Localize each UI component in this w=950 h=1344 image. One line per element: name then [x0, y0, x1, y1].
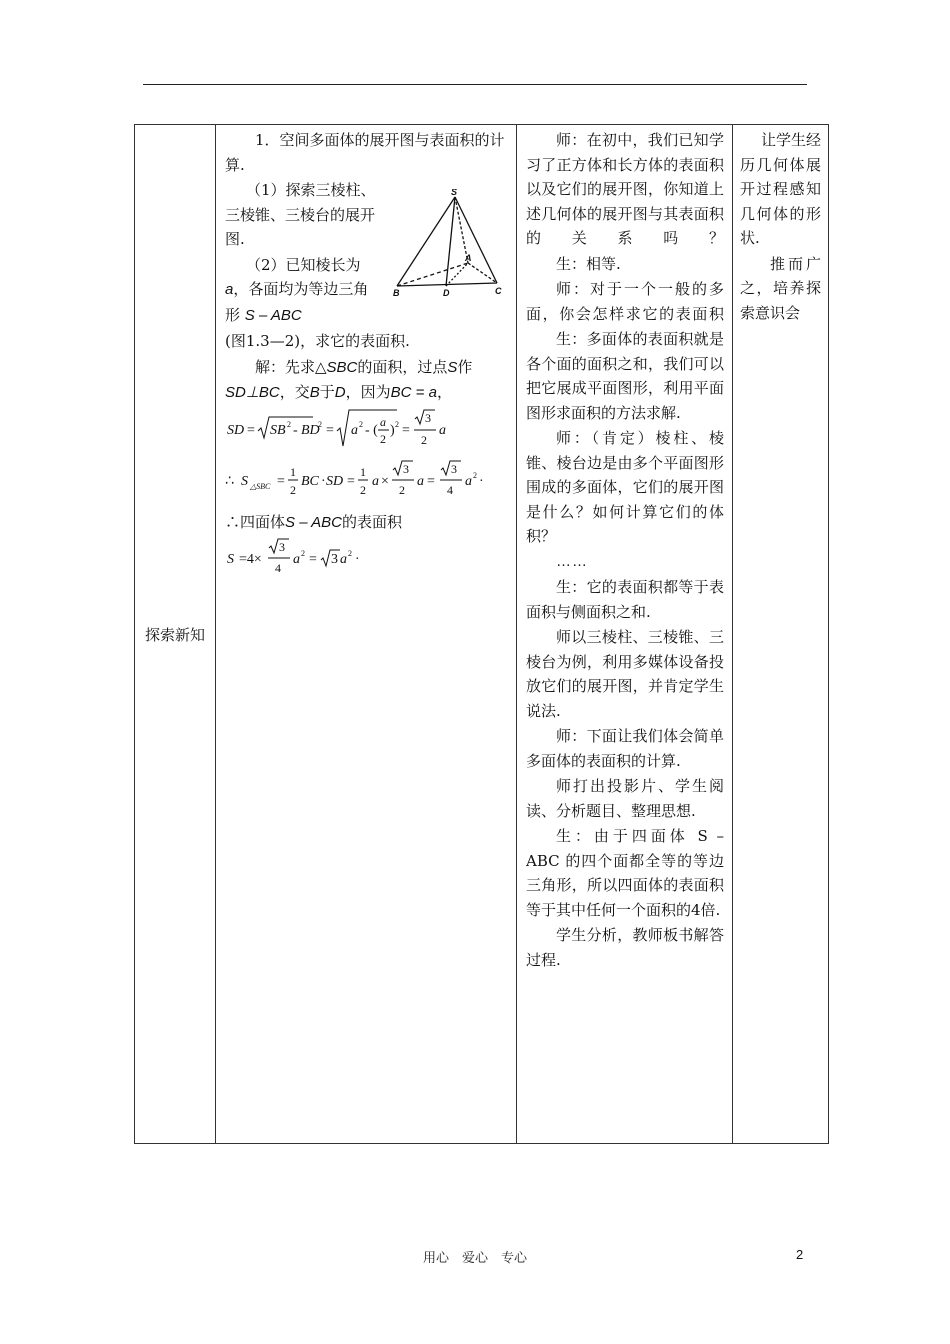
stage-cell	[135, 125, 216, 1144]
lesson-table	[134, 124, 829, 1144]
edge-sb	[397, 197, 455, 286]
header-rule	[143, 84, 807, 85]
sub-item-2: （2）已知棱长为a，各面均为等边三角形 S – ABC	[225, 255, 369, 324]
svg-text:a: a	[351, 422, 358, 438]
svg-text:a: a	[340, 552, 347, 567]
svg-text:2: 2	[421, 432, 427, 447]
svg-text:1: 1	[360, 465, 366, 479]
svg-text:2: 2	[399, 483, 405, 497]
stage-label: 探索新知	[144, 625, 205, 644]
svg-text:=: =	[247, 422, 255, 438]
label-b: B	[393, 288, 400, 297]
problem-text-col	[225, 178, 383, 328]
solution-line: 解：先求△SBC的面积，过点S作SD⊥BC，交B于D，因为BC = a，	[225, 357, 473, 401]
svg-text:△SBC: △SBC	[250, 482, 271, 491]
dialogue-7: 师以三棱柱、三棱锥、三棱台为例，利用多媒体设备投放它们的展开图，并肯定学生说法.	[526, 628, 724, 720]
label-a: A	[465, 253, 472, 263]
intent-body	[733, 125, 828, 325]
design-intent-cell	[733, 125, 829, 1144]
svg-text:3: 3	[425, 410, 431, 425]
svg-text:a: a	[372, 474, 379, 489]
dialogue-9: 师打出投影片、学生阅读、分析题目、整理思想.	[526, 777, 724, 820]
svg-text:×: ×	[381, 474, 389, 489]
dialogue-11: 学生分析，教师板书解答过程.	[526, 926, 724, 969]
svg-text:4: 4	[275, 561, 281, 575]
dialogue-body	[517, 125, 732, 972]
svg-text:3: 3	[451, 462, 457, 476]
svg-text:·: ·	[479, 474, 484, 489]
svg-text:2: 2	[359, 419, 363, 429]
svg-text:2: 2	[301, 549, 305, 558]
formula-surface	[225, 536, 425, 580]
therefore-line: ∴四面体S – ABC的表面积	[225, 512, 402, 531]
svg-text:·: ·	[355, 552, 360, 567]
item-1: 1．空间多面体的展开图与表面积的计算.	[225, 131, 505, 174]
svg-text:=: =	[326, 422, 334, 438]
formula-sd	[225, 407, 505, 451]
dialogue-2: 生：相等.	[556, 254, 621, 273]
svg-text:3: 3	[331, 552, 338, 567]
dialogue-8: 师：下面让我们体会简单多面体的表面积的计算.	[526, 727, 724, 770]
edge-sc	[455, 197, 497, 283]
svg-text:a: a	[439, 422, 446, 438]
svg-text:4: 4	[447, 483, 453, 497]
svg-text:a: a	[380, 414, 386, 429]
dialogue-3: 师：对于一个一般的多面，你会怎样求它的表面积	[526, 280, 724, 323]
svg-text:∴: ∴	[225, 473, 234, 489]
formula-area-sbc	[225, 458, 510, 502]
tetrahedron-figure	[393, 189, 508, 297]
sub-item-2-cont: (图1.3—2)，求它的表面积.	[225, 332, 410, 350]
dialogue-ellipsis: ……	[556, 552, 588, 570]
dialogue-4: 生：多面体的表面积就是各个面的面积之和，我们可以把它展成平面图形，利用平面图形求面积的方法求解.	[526, 330, 724, 422]
svg-text:BD: BD	[301, 422, 320, 438]
label-d: D	[443, 288, 450, 297]
svg-text:2: 2	[360, 483, 366, 497]
svg-text:3: 3	[279, 540, 285, 554]
svg-text:S: S	[241, 474, 248, 489]
svg-text:a: a	[465, 474, 472, 489]
svg-text:2: 2	[287, 419, 291, 429]
svg-text:2: 2	[318, 419, 322, 429]
svg-text:): )	[390, 422, 395, 438]
label-s: S	[451, 189, 458, 197]
sub-item-1: （1）探索三棱柱、三棱锥、三棱台的展开图.	[225, 181, 376, 248]
edge-sd	[446, 197, 455, 286]
intent-1: 让学生经历几何体展开过程感知几何体的形状.	[740, 131, 822, 247]
svg-text:=: =	[347, 474, 355, 489]
footer-text: 用心 爱心 专心	[422, 1251, 527, 1266]
svg-text:2: 2	[380, 431, 386, 446]
svg-text:=: =	[402, 422, 410, 438]
svg-text:SD: SD	[326, 474, 344, 489]
intent-2: 推而广之，培养探索意识会	[740, 254, 821, 322]
dialogue-6: 生：它的表面积都等于表面积与侧面积之和.	[526, 578, 724, 621]
svg-text:S: S	[227, 552, 234, 567]
svg-text:=: =	[427, 474, 435, 489]
svg-text:a: a	[417, 474, 424, 489]
svg-text:2: 2	[348, 549, 352, 558]
content-body	[216, 125, 516, 588]
svg-text:·: ·	[321, 474, 326, 489]
svg-text:1: 1	[290, 465, 296, 479]
svg-text:2: 2	[290, 483, 296, 497]
page-number: 2	[796, 1247, 804, 1262]
svg-text:BC: BC	[301, 474, 319, 489]
svg-text:2: 2	[395, 419, 399, 429]
label-c: C	[495, 286, 502, 296]
dialogue-10: 生：由于四面体 S – ABC 的四个面都全等的等边三角形，所以四面体的表面积等于其中任何一个面积的4倍.	[526, 827, 724, 919]
svg-text:- (: - (	[365, 422, 378, 438]
content-cell	[216, 125, 517, 1144]
dialogue-1: 师：在初中，我们已知学习了正方体和长方体的表面积以及它们的展开图，你知道上述几何体的展开图与其表面积的关系吗？	[526, 131, 724, 247]
svg-text:3: 3	[403, 462, 409, 476]
svg-text:2: 2	[473, 471, 477, 480]
svg-text:SB: SB	[270, 422, 286, 438]
svg-text:=: =	[309, 552, 317, 567]
svg-text:SD: SD	[227, 422, 245, 438]
svg-text:-: -	[293, 422, 298, 438]
dialogue-5: 师：（肯定）棱柱、棱锥、棱台边是由多个平面图形围成的多面体，它们的展开图是什么？如何计算它们的体积？	[526, 429, 724, 545]
teacher-student-cell	[517, 125, 733, 1144]
svg-text:=: =	[277, 474, 285, 489]
svg-text:=4×: =4×	[239, 552, 262, 567]
svg-text:a: a	[293, 552, 300, 567]
